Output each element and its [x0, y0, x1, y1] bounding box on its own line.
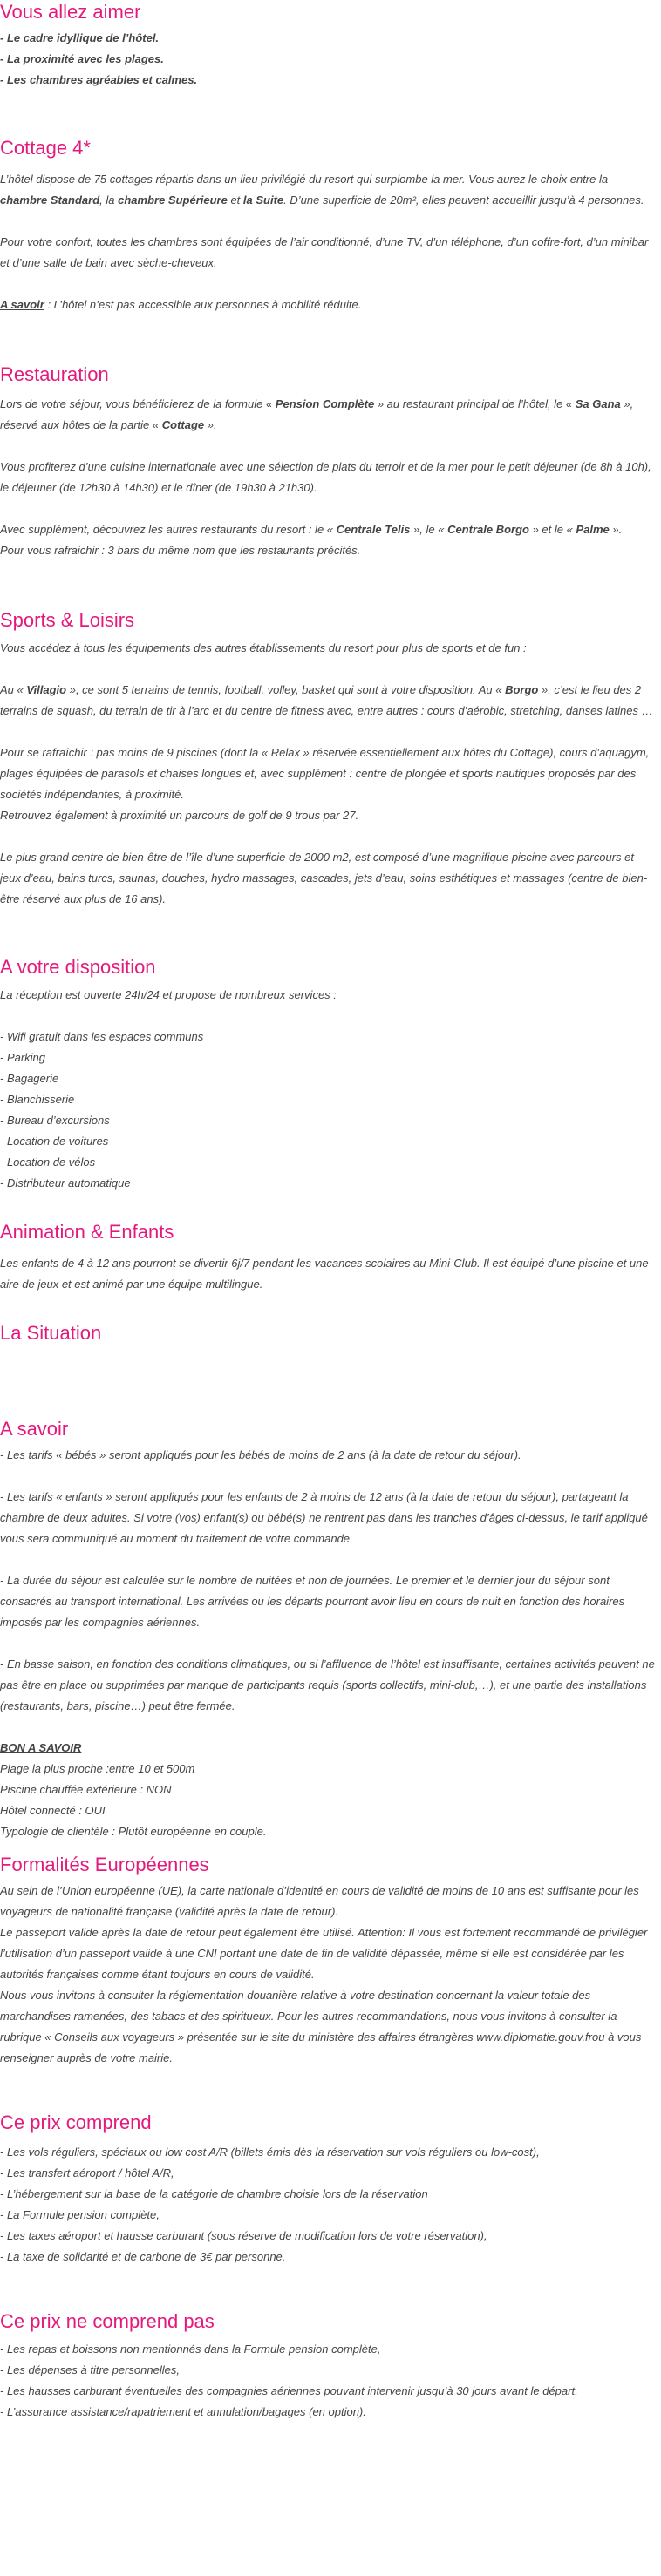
paragraph: L’hôtel dispose de 75 cottages répartis dans un lieu privilégié du resort qui surplombe la mer. Vous aurez le choix entre la chambre Standard, la chambre Supérieure et la Suite. D’une superficie de 20m², elles peuvent accueillir jusqu’à 4 personnes. [0, 173, 644, 207]
paragraph: Les enfants de 4 à 12 ans pourront se divertir 6j/7 pendant les vacances scolaires au Mini-Club. Il est équipé d’une piscine et une aire de jeux et est animé par une équipe multilingue. [0, 1257, 649, 1291]
section-a-savoir [0, 1417, 658, 1842]
list-item: - L’hébergement sur la base de la catégorie de chambre choisie lors de la réservation [0, 2187, 428, 2200]
list-item: Piscine chauffée extérieure : NON [0, 1783, 172, 1796]
list-item: - Location de vélos [0, 1156, 96, 1169]
section-title: Ce prix comprend [0, 2112, 152, 2133]
paragraph: Au sein de l’Union européenne (UE), la carte nationale d’identité en cours de validité de moins de 10 ans est suffisante pour les voyageurs de nationalité française (validité après la date de retour). [0, 1884, 639, 1918]
list-item: - Parking [0, 1051, 46, 1064]
section-title: A savoir [0, 1418, 69, 1440]
section-ce-prix-ne-comprend-pas [0, 2309, 658, 2423]
list-item: - Distributeur automatique [0, 1176, 131, 1190]
paragraph: Avec supplément, découvrez les autres restaurants du resort : le « Centrale Telis », le « Centrale Borgo » et le « Palme ». [0, 523, 623, 536]
paragraph: Au « Villagio », ce sont 5 terrains de tennis, football, volley, basket qui sont à votre disposition. Au « Borgo », c’est le lieu des 2 terrains de squash, du terrain de tir à l’arc et du centre de fitness avec, entre autres : cours d’aérobic, stretching, danses latines … [0, 683, 653, 717]
section-a-votre-disposition [0, 955, 658, 1194]
section-ce-prix-comprend [0, 2111, 658, 2268]
bon-a-savoir-label: BON A SAVOIR [0, 1741, 82, 1754]
section-title: Sports & Loisirs [0, 609, 135, 631]
paragraph: Pour vous rafraichir : 3 bars du même nom que les restaurants précités. [0, 544, 361, 557]
list-item: Typologie de clientèle : Plutôt européenne en couple. [0, 1825, 267, 1838]
section-title: Vous allez aimer [0, 1, 141, 23]
paragraph: - Les tarifs « enfants » seront appliqués pour les enfants de 2 à moins de 12 ans (à la date de retour du séjour), partageant la chambre de deux adultes. Si votre (vos) enfant(s) ou bébé(s) ne rentrent pas dans les tranches d’âges ci-dessus, le tarif appliqué vous sera communiqué au moment du traitement de votre commande. [0, 1490, 648, 1545]
section-sports-loisirs [0, 608, 658, 910]
section-title: Restauration [0, 363, 109, 385]
list-item: - Bagagerie [0, 1072, 59, 1085]
paragraph: Lors de votre séjour, vous bénéficierez de la formule « Pension Complète » au restaurant principal de l’hôtel, le « Sa Gana », réservé aux hôtes de la partie « Cottage ». [0, 397, 634, 431]
paragraph: Pour votre confort, toutes les chambres sont équipées de l’air conditionné, d’une TV, d’un téléphone, d’un coffre-fort, d’un minibar et d’une salle de bain avec sèche-cheveux. [0, 235, 649, 269]
list-item: - Blanchisserie [0, 1093, 75, 1106]
section-cottage [0, 136, 658, 315]
section-title: A votre disposition [0, 956, 156, 978]
section-title: Ce prix ne comprend pas [0, 2310, 215, 2332]
list-item: - L’assurance assistance/rapatriement et annulation/bagages (en option). [0, 2405, 366, 2418]
paragraph: Vous accédez à tous les équipements des autres établissements du resort pour plus de sports et de fun : [0, 641, 527, 654]
section-title: Cottage 4* [0, 137, 91, 159]
list-item: - Wifi gratuit dans les espaces communs [0, 1030, 204, 1043]
paragraph: - La durée du séjour est calculée sur le nombre de nuitées et non de journées. Le premier et le dernier jour du séjour sont consacrés au transport international. Les arrivées ou les départs pourront avoir lieu en cours de nuit en fonction des horaires imposés par les compagnies aériennes. [0, 1574, 625, 1629]
list-item: Hôtel connecté : OUI [0, 1804, 106, 1817]
list-item: - Bureau d’excursions [0, 1114, 110, 1127]
list-item: - Les transfert aéroport / hôtel A/R, [0, 2166, 174, 2179]
section-restauration [0, 363, 658, 561]
section-formalites-europeennes [0, 1853, 658, 2069]
list-item: - La Formule pension complète, [0, 2208, 160, 2221]
section-title: La Situation [0, 1322, 102, 1344]
paragraph: - En basse saison, en fonction des conditions climatiques, ou si l’affluence de l’hôtel est insuffisante, certaines activités peuvent ne pas être en place ou supprimées par manque de participants requis (sports collectifs, mini-club,…), et une partie des installations (restaurants, bars, piscine…) peut être fermée. [0, 1657, 655, 1712]
section-la-situation [0, 1321, 658, 1346]
list-item: Plage la plus proche :entre 10 et 500m [0, 1762, 195, 1775]
paragraph: La réception est ouverte 24h/24 et propose de nombreux services : [0, 988, 337, 1001]
paragraph: Le passeport valide après la date de retour peut également être utilisé. Attention: Il vous est fortement recommandé de privilégier l’utilisation d’un passeport valide à une CNI portant une date de fin de validité dépassée, même si elle est considérée par les autorités françaises comme étant toujours en cours de validité. [0, 1926, 648, 1981]
paragraph: Pour se rafraîchir : pas moins de 9 piscines (dont la « Relax » réservée essentiellement aux hôtes du Cottage), cours d’aquagym, plages équipées de parasols et chaises longues et, avec supplément : centre de plongée et sports nautiques proposés par des sociétés indépendantes, à proximité. [0, 746, 650, 801]
paragraph: A savoir : L’hôtel n’est pas accessible aux personnes à mobilité réduite. [0, 298, 362, 311]
paragraph: Retrouvez également à proximité un parcours de golf de 9 trous par 27. [0, 809, 359, 822]
section-title: Animation & Enfants [0, 1221, 174, 1243]
list-item: - Les chambres agréables et calmes. [0, 73, 198, 86]
paragraph: Vous profiterez d’une cuisine internationale avec une sélection de plats du terroir et de la mer pour le petit déjeuner (de 8h à 10h), le déjeuner (de 12h30 à 14h30) et le dîner (de 19h30 à 21h30). [0, 460, 651, 494]
list-item: - Les dépenses à titre personnelles, [0, 2363, 180, 2376]
paragraph: Le plus grand centre de bien-être de l’île d’une superficie de 2000 m2, est composé d’une magnifique piscine avec parcours et jeux d’eau, bains turcs, saunas, douches, hydro massages, cascades, jets d’eau, soins esthétiques et massages (centre de bien-être réservé aux plus de 16 ans). [0, 851, 648, 905]
section-animation-enfants [0, 1220, 658, 1295]
list-item: - Les hausses carburant éventuelles des compagnies aériennes pouvant intervenir jusqu’à 30 jours avant le départ, [0, 2384, 578, 2397]
section-title: Formalités Européennes [0, 1854, 209, 1875]
list-item: - Les repas et boissons non mentionnés dans la Formule pension complète, [0, 2342, 381, 2356]
list-item: - La taxe de solidarité et de carbone de 3€ par personne. [0, 2250, 286, 2263]
list-item: - La proximité avec les plages. [0, 52, 164, 65]
paragraph: Nous vous invitons à consulter la réglementation douanière relative à votre destination concernant la valeur totale des marchandises ramenées, des tabacs et des spiritueux. Pour les autres recommandations, nous vous invitons à consulter la rubrique « Conseils aux voyageurs » présentée sur le site du ministère des affaires étrangères www.diplomatie.gouv.frou à vous renseigner auprès de votre mairie. [0, 1989, 642, 2064]
list-item: - Le cadre idyllique de l’hôtel. [0, 31, 160, 44]
list-item: - Les vols réguliers, spéciaux ou low cost A/R (billets émis dès la réservation sur vols réguliers ou low-cost), [0, 2146, 540, 2159]
list-item: - Les taxes aéroport et hausse carburant (sous réserve de modification lors de votre réservation), [0, 2229, 487, 2242]
list-item: - Location de voitures [0, 1135, 109, 1148]
section-vous-allez-aimer [0, 0, 658, 91]
paragraph: - Les tarifs « bébés » seront appliqués pour les bébés de moins de 2 ans (à la date de retour du séjour). [0, 1448, 521, 1461]
